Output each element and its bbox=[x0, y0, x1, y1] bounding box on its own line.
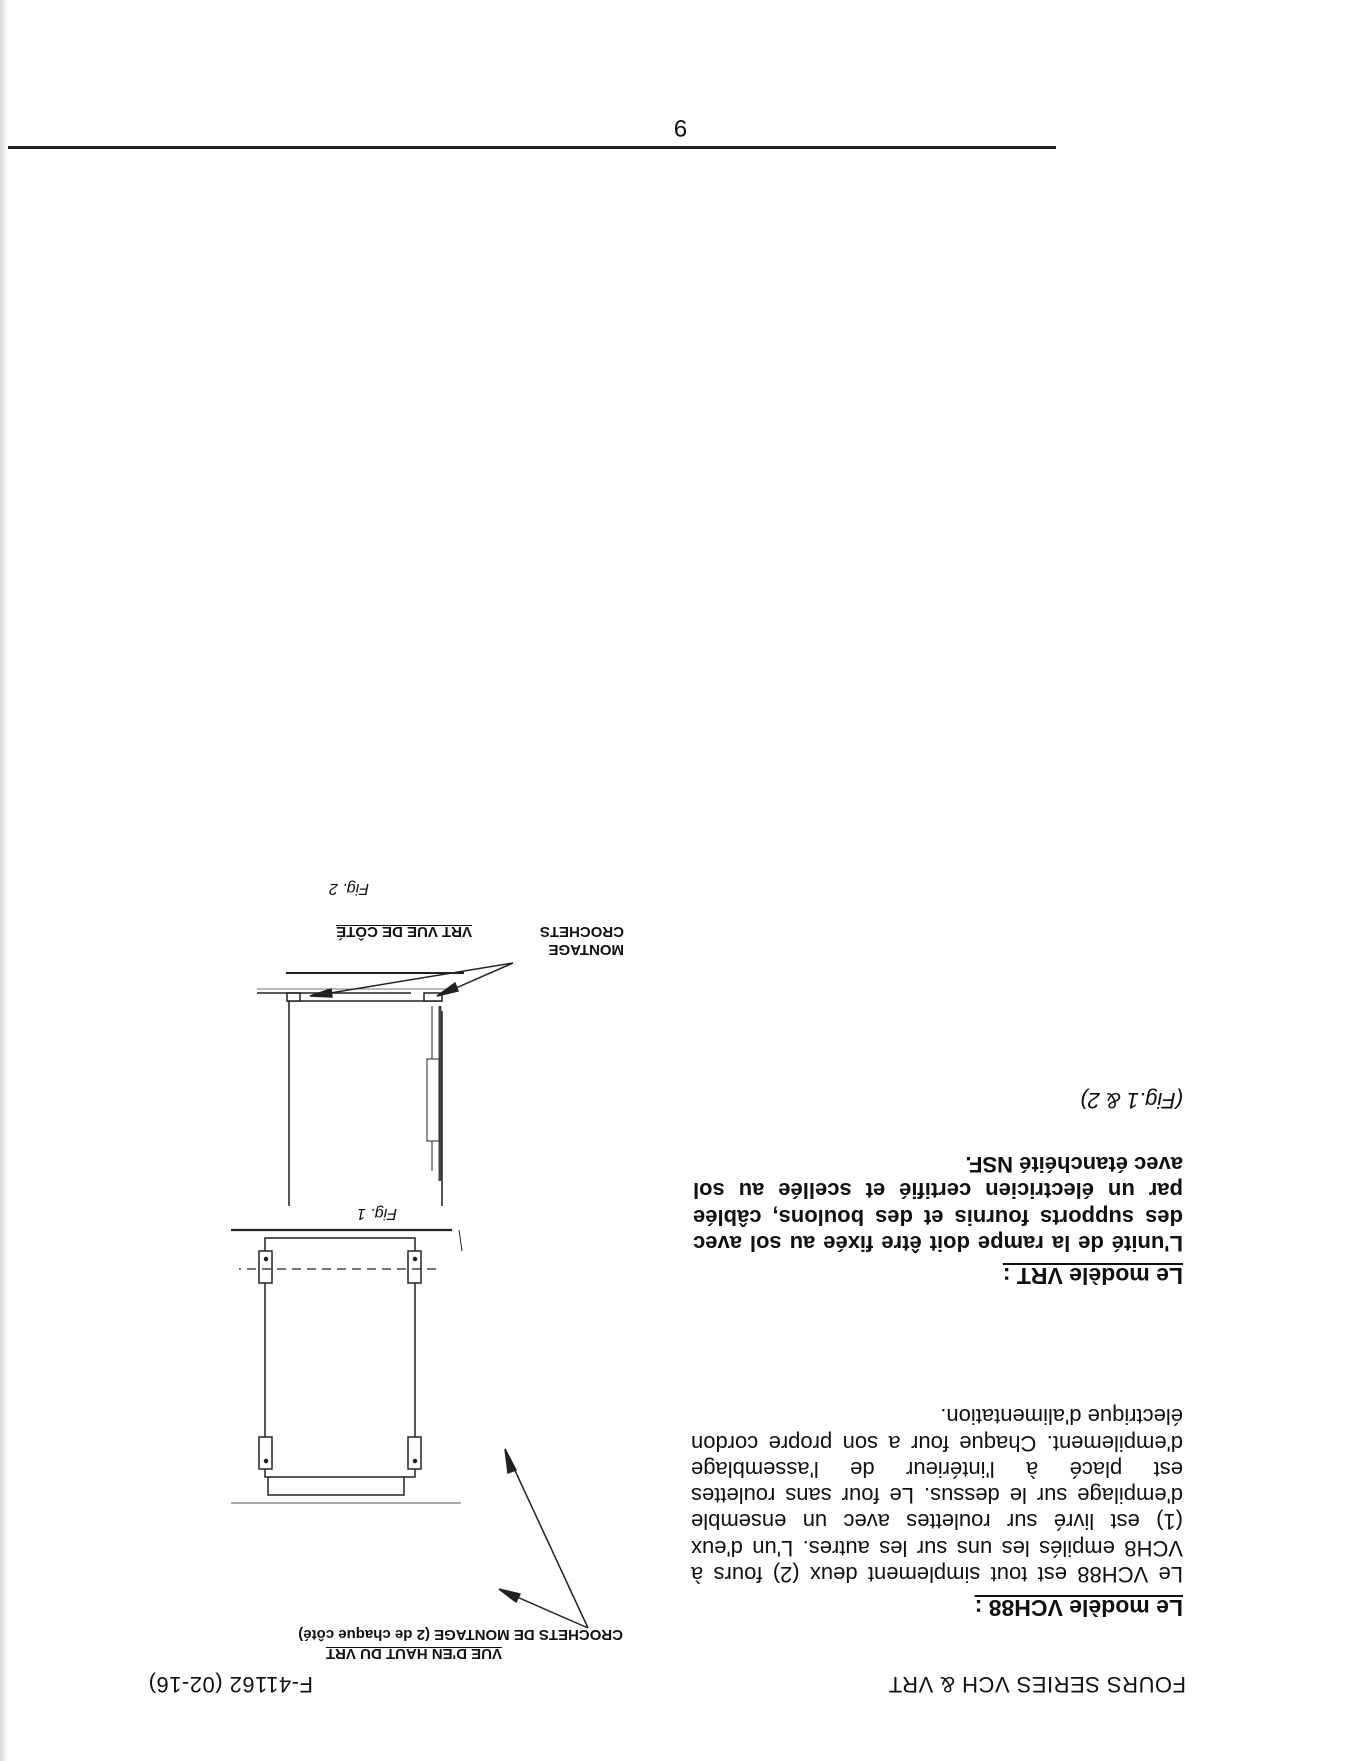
fig2-label-line1: MONTAGE bbox=[548, 941, 624, 958]
fig1-caption: Fig. 1 bbox=[356, 1205, 397, 1222]
document-code: F-41162 (02-16) bbox=[148, 1672, 313, 1697]
fig1-bracket-label: CROCHETS DE MONTAGE (2 de chaque côté) bbox=[298, 1626, 623, 1643]
fig2-side-view-drawing bbox=[257, 963, 513, 1206]
vch88-paragraph: Le VCH88 est tout simplement deux (2) fours à VCH8 empilés les uns sur les autres. L'un d'eux (1) est livré sur roulettes avec un ensemble d'empilage sur le dessus. Le four sans roulettes est placé à l'intérieur de l'assemblage d'empilement. Chaque four a son propre cordon électrique d'alimentation. bbox=[691, 1404, 1183, 1587]
page-number: 9 bbox=[673, 114, 688, 141]
fig1-top-view-drawing bbox=[231, 1230, 588, 1628]
fig2-label-line2: CROCHETS bbox=[539, 923, 624, 940]
fig2-title: VRT VUE DE CÔTÉ bbox=[336, 923, 472, 940]
vch88-heading: Le modèle VCH88 : bbox=[974, 1595, 1183, 1621]
footer-rule bbox=[0, 146, 1056, 149]
vrt-paragraph: L'unité de la rampe doit être fixée au sol avec des supports fournis et des boulons, câblée par un électricien certifié et scellée au sol avec étanchéité NSF. bbox=[693, 1152, 1183, 1256]
vrt-figure-reference: (Fig.1 & 2) bbox=[1080, 1088, 1183, 1113]
fig1-title: VUE D'EN HAUT DU VRT bbox=[325, 1645, 502, 1662]
fig2-caption: Fig. 2 bbox=[328, 880, 369, 897]
document-title: FOURS SERIES VCH & VRT bbox=[888, 1672, 1186, 1697]
scan-edge-shadow bbox=[0, 0, 8, 1761]
vrt-heading: Le modèle VRT : bbox=[1002, 1263, 1183, 1289]
